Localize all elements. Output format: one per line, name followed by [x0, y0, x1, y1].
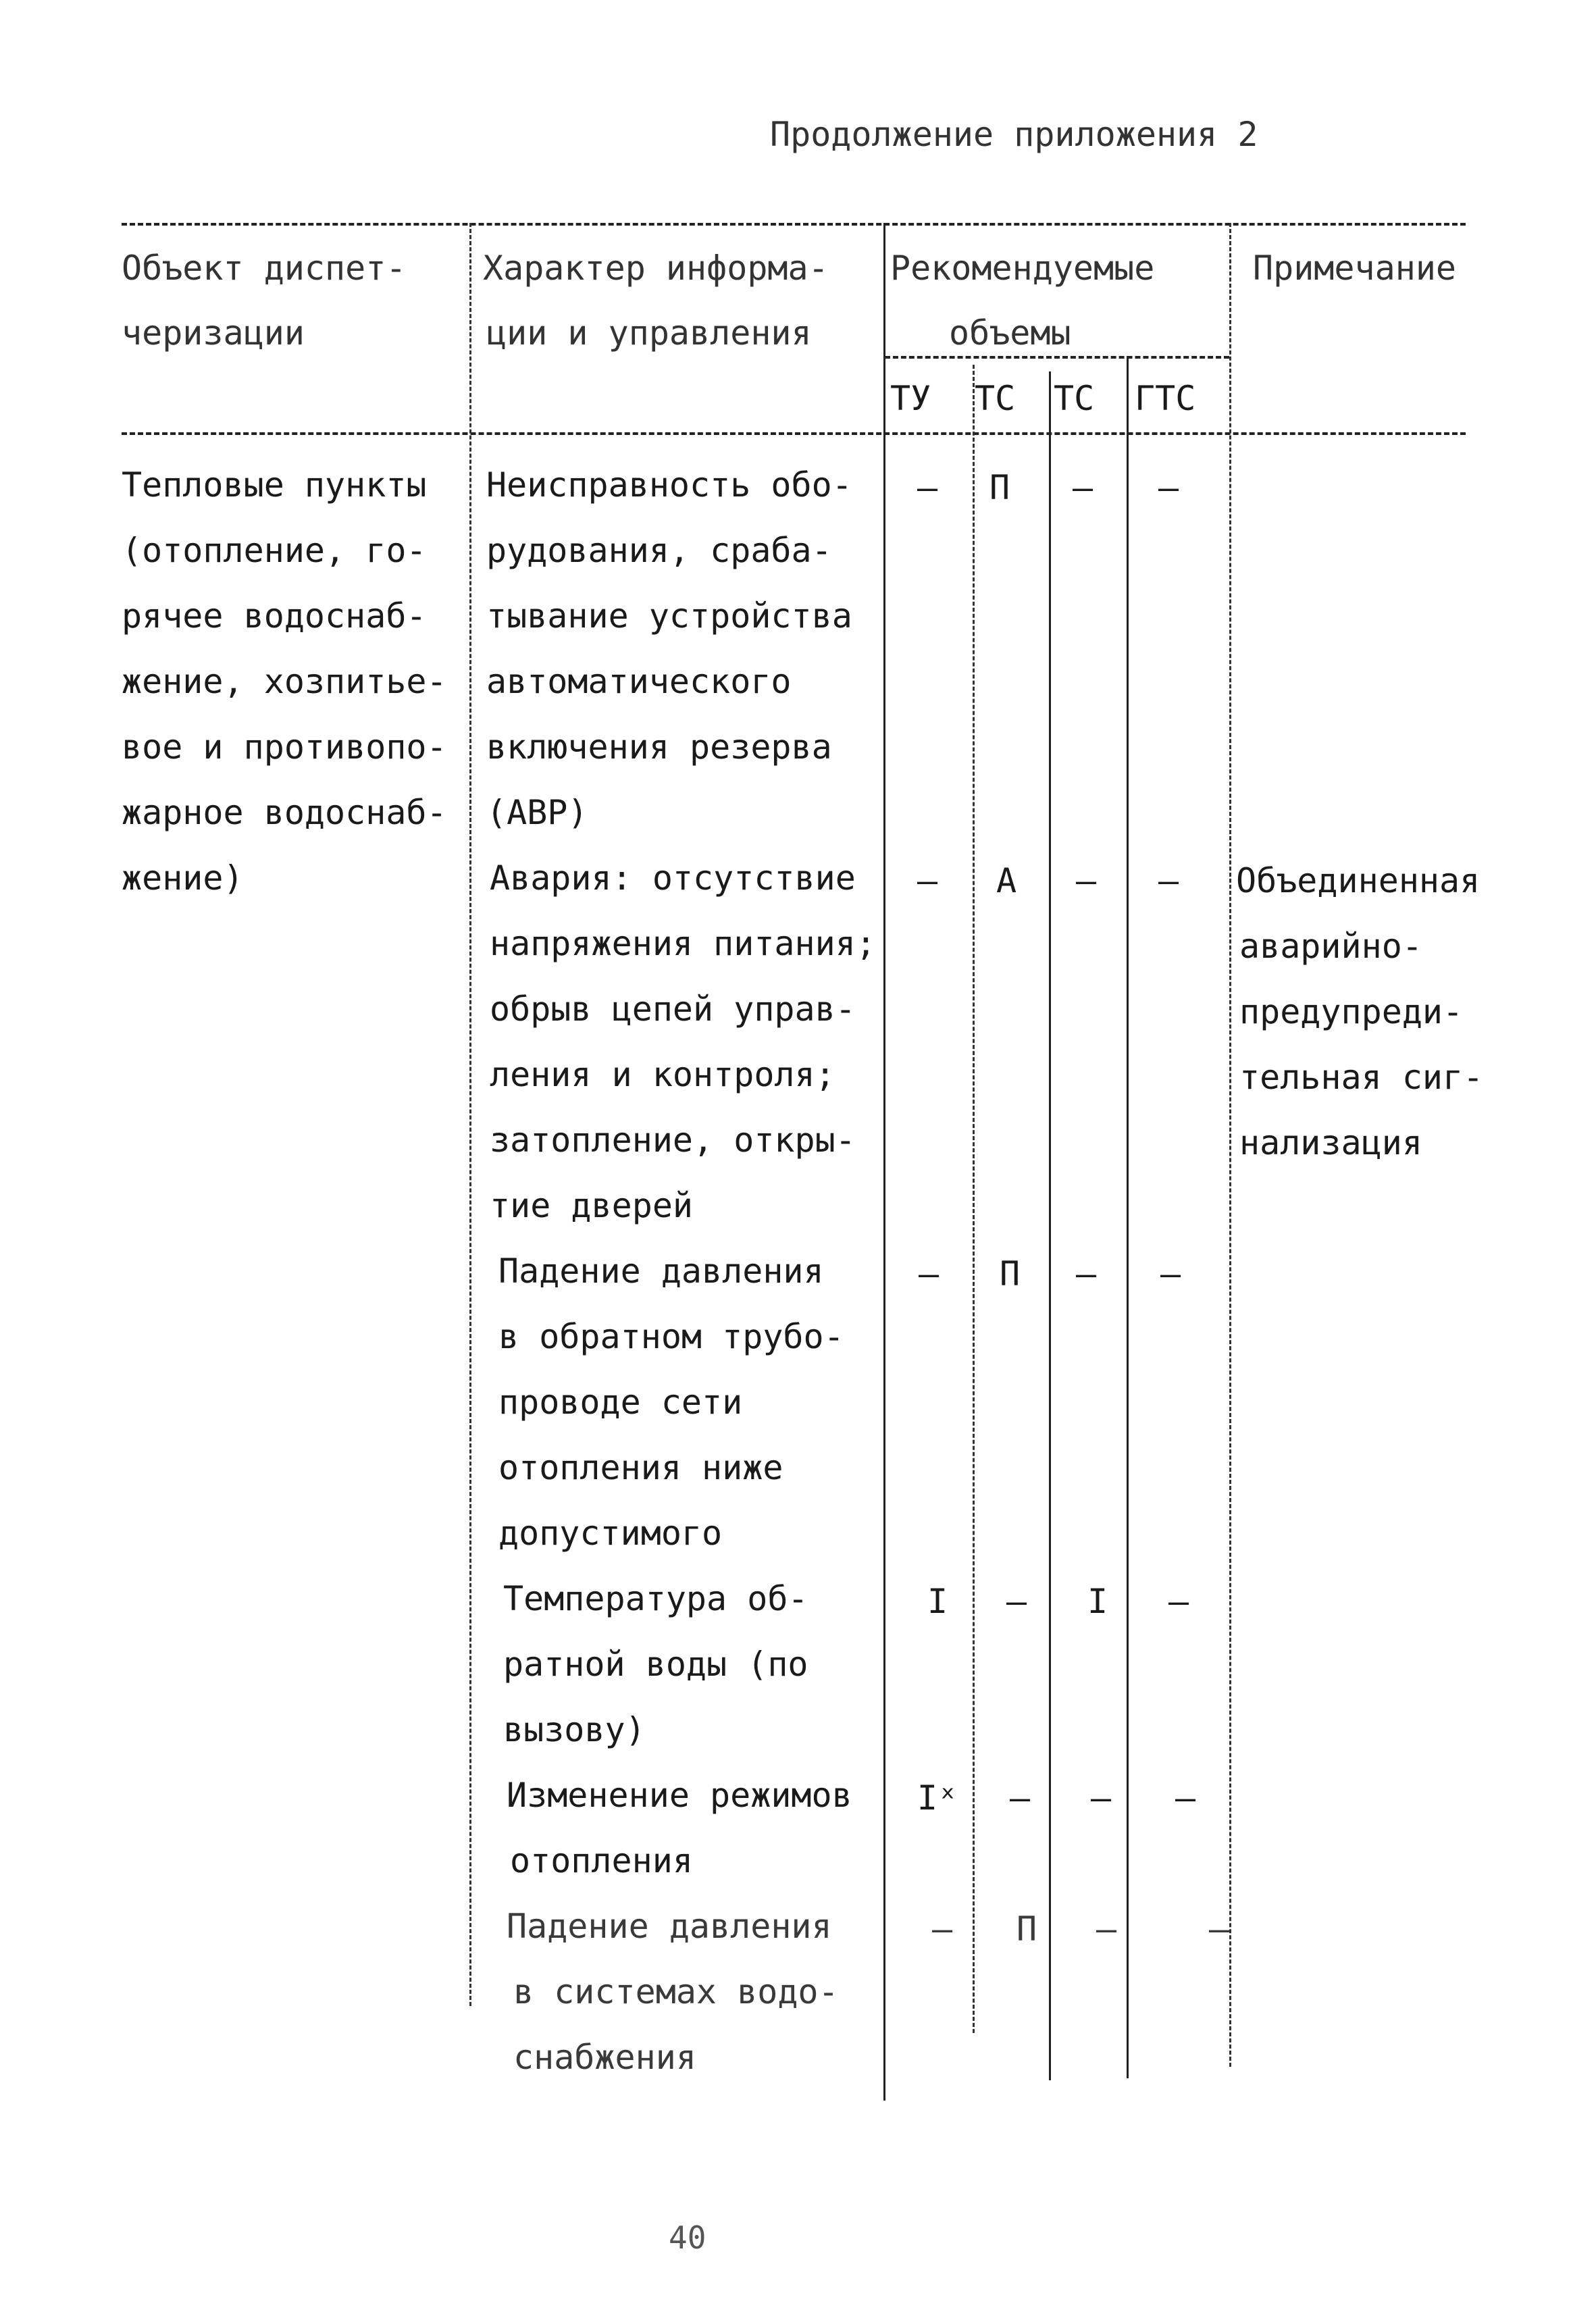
col-sep-1: [469, 223, 471, 2006]
info-line: (АВР): [486, 793, 588, 832]
value-tu: Iˣ: [917, 1778, 958, 1818]
info-line: снабжения: [513, 2038, 696, 2077]
col-object-line-2: черизации: [122, 313, 305, 353]
value-gts: –: [1208, 1909, 1230, 1949]
info-line: затопление, откры-: [490, 1121, 856, 1160]
info-line: отопления ниже: [498, 1448, 783, 1487]
col-object-line-1: Объект диспет-: [122, 249, 407, 288]
object-line: Тепловые пункты: [122, 465, 427, 505]
info-line: проводе сети: [498, 1383, 743, 1422]
info-line: вызову): [503, 1710, 646, 1749]
info-line: в обратном трубо-: [498, 1317, 844, 1356]
info-line: в системах водо-: [513, 1972, 839, 2011]
info-line: автоматического: [486, 662, 792, 701]
info-line: напряжения питания;: [490, 924, 876, 963]
col-volumes-line-2: объемы: [949, 313, 1071, 353]
col-sep-5: [1127, 356, 1129, 2078]
note-line: Объединенная: [1236, 861, 1481, 900]
info-line: включения резерва: [486, 727, 832, 767]
col-note: Примечание: [1253, 249, 1457, 288]
info-line: рудования, сраба-: [486, 531, 832, 570]
page-number: 40: [669, 2219, 706, 2256]
subcol-tu: ТУ: [890, 379, 931, 418]
col-sep-3: [973, 365, 975, 2033]
value-ts: –: [1006, 1582, 1027, 1621]
info-line: ления и контроля;: [490, 1055, 835, 1094]
value-ts2: –: [1075, 1254, 1097, 1293]
value-tu: –: [931, 1909, 953, 1949]
note-line: предупреди-: [1239, 992, 1464, 1031]
info-line: Изменение режимов: [507, 1776, 852, 1815]
note-line: аварийно-: [1239, 927, 1422, 966]
info-line: отопления: [510, 1841, 693, 1880]
value-ts2: –: [1075, 861, 1097, 900]
col-sep-2: [883, 223, 885, 2101]
info-line: Падение давления: [498, 1252, 824, 1291]
value-gts: –: [1158, 468, 1179, 507]
info-line: Падение давления: [507, 1907, 832, 1946]
value-gts: –: [1158, 861, 1179, 900]
note-line: нализация: [1239, 1123, 1422, 1162]
col-sep-6: [1229, 223, 1231, 2067]
value-ts: П: [989, 468, 1010, 507]
table-top-rule: [122, 223, 1466, 226]
info-line: допустимого: [498, 1514, 723, 1553]
subcol-gts: ГТС: [1135, 379, 1196, 418]
value-ts2: –: [1072, 468, 1093, 507]
info-line: ратной воды (по: [503, 1645, 808, 1684]
value-ts2: –: [1096, 1909, 1117, 1949]
value-ts2: I: [1087, 1582, 1108, 1621]
value-tu: –: [918, 1254, 939, 1293]
col-sep-4: [1049, 371, 1051, 2080]
object-line: (отопление, го-: [122, 531, 427, 570]
object-line: жение, хозпитье-: [122, 662, 447, 701]
info-line: Неисправность обо-: [486, 465, 852, 505]
value-gts: –: [1160, 1254, 1181, 1293]
value-tu: –: [917, 861, 938, 900]
info-line: Авария: отсутствие: [490, 858, 856, 898]
table-header-rule: [122, 432, 1466, 435]
object-line: рячее водоснаб-: [122, 596, 427, 636]
col-volumes-line-1: Рекомендуемые: [890, 249, 1155, 288]
value-tu: I: [927, 1582, 948, 1621]
value-gts: –: [1175, 1778, 1196, 1818]
subcol-ts-2: ТС: [1054, 379, 1095, 418]
volumes-subrule: [885, 356, 1229, 359]
object-line: жарное водоснаб-: [122, 793, 447, 832]
object-line: вое и противопо-: [122, 727, 447, 767]
info-line: обрыв цепей управ-: [490, 989, 856, 1029]
value-tu: –: [917, 468, 938, 507]
continuation-header: Продолжение приложения 2: [770, 115, 1258, 154]
value-ts: П: [1016, 1909, 1037, 1949]
col-info-line-1: Характер информа-: [483, 249, 829, 288]
value-gts: –: [1168, 1582, 1189, 1621]
value-ts: А: [996, 861, 1017, 900]
value-ts: –: [1009, 1778, 1031, 1818]
value-ts2: –: [1090, 1778, 1112, 1818]
info-line: тие дверей: [490, 1186, 694, 1225]
info-line: тывание устройства: [486, 596, 852, 636]
info-line: Температура об-: [503, 1579, 808, 1618]
object-line: жение): [122, 858, 244, 898]
value-ts: П: [999, 1254, 1021, 1293]
subcol-ts-1: ТС: [975, 379, 1016, 418]
note-line: тельная сиг-: [1239, 1058, 1484, 1097]
col-info-line-2: ции и управления: [486, 313, 812, 353]
